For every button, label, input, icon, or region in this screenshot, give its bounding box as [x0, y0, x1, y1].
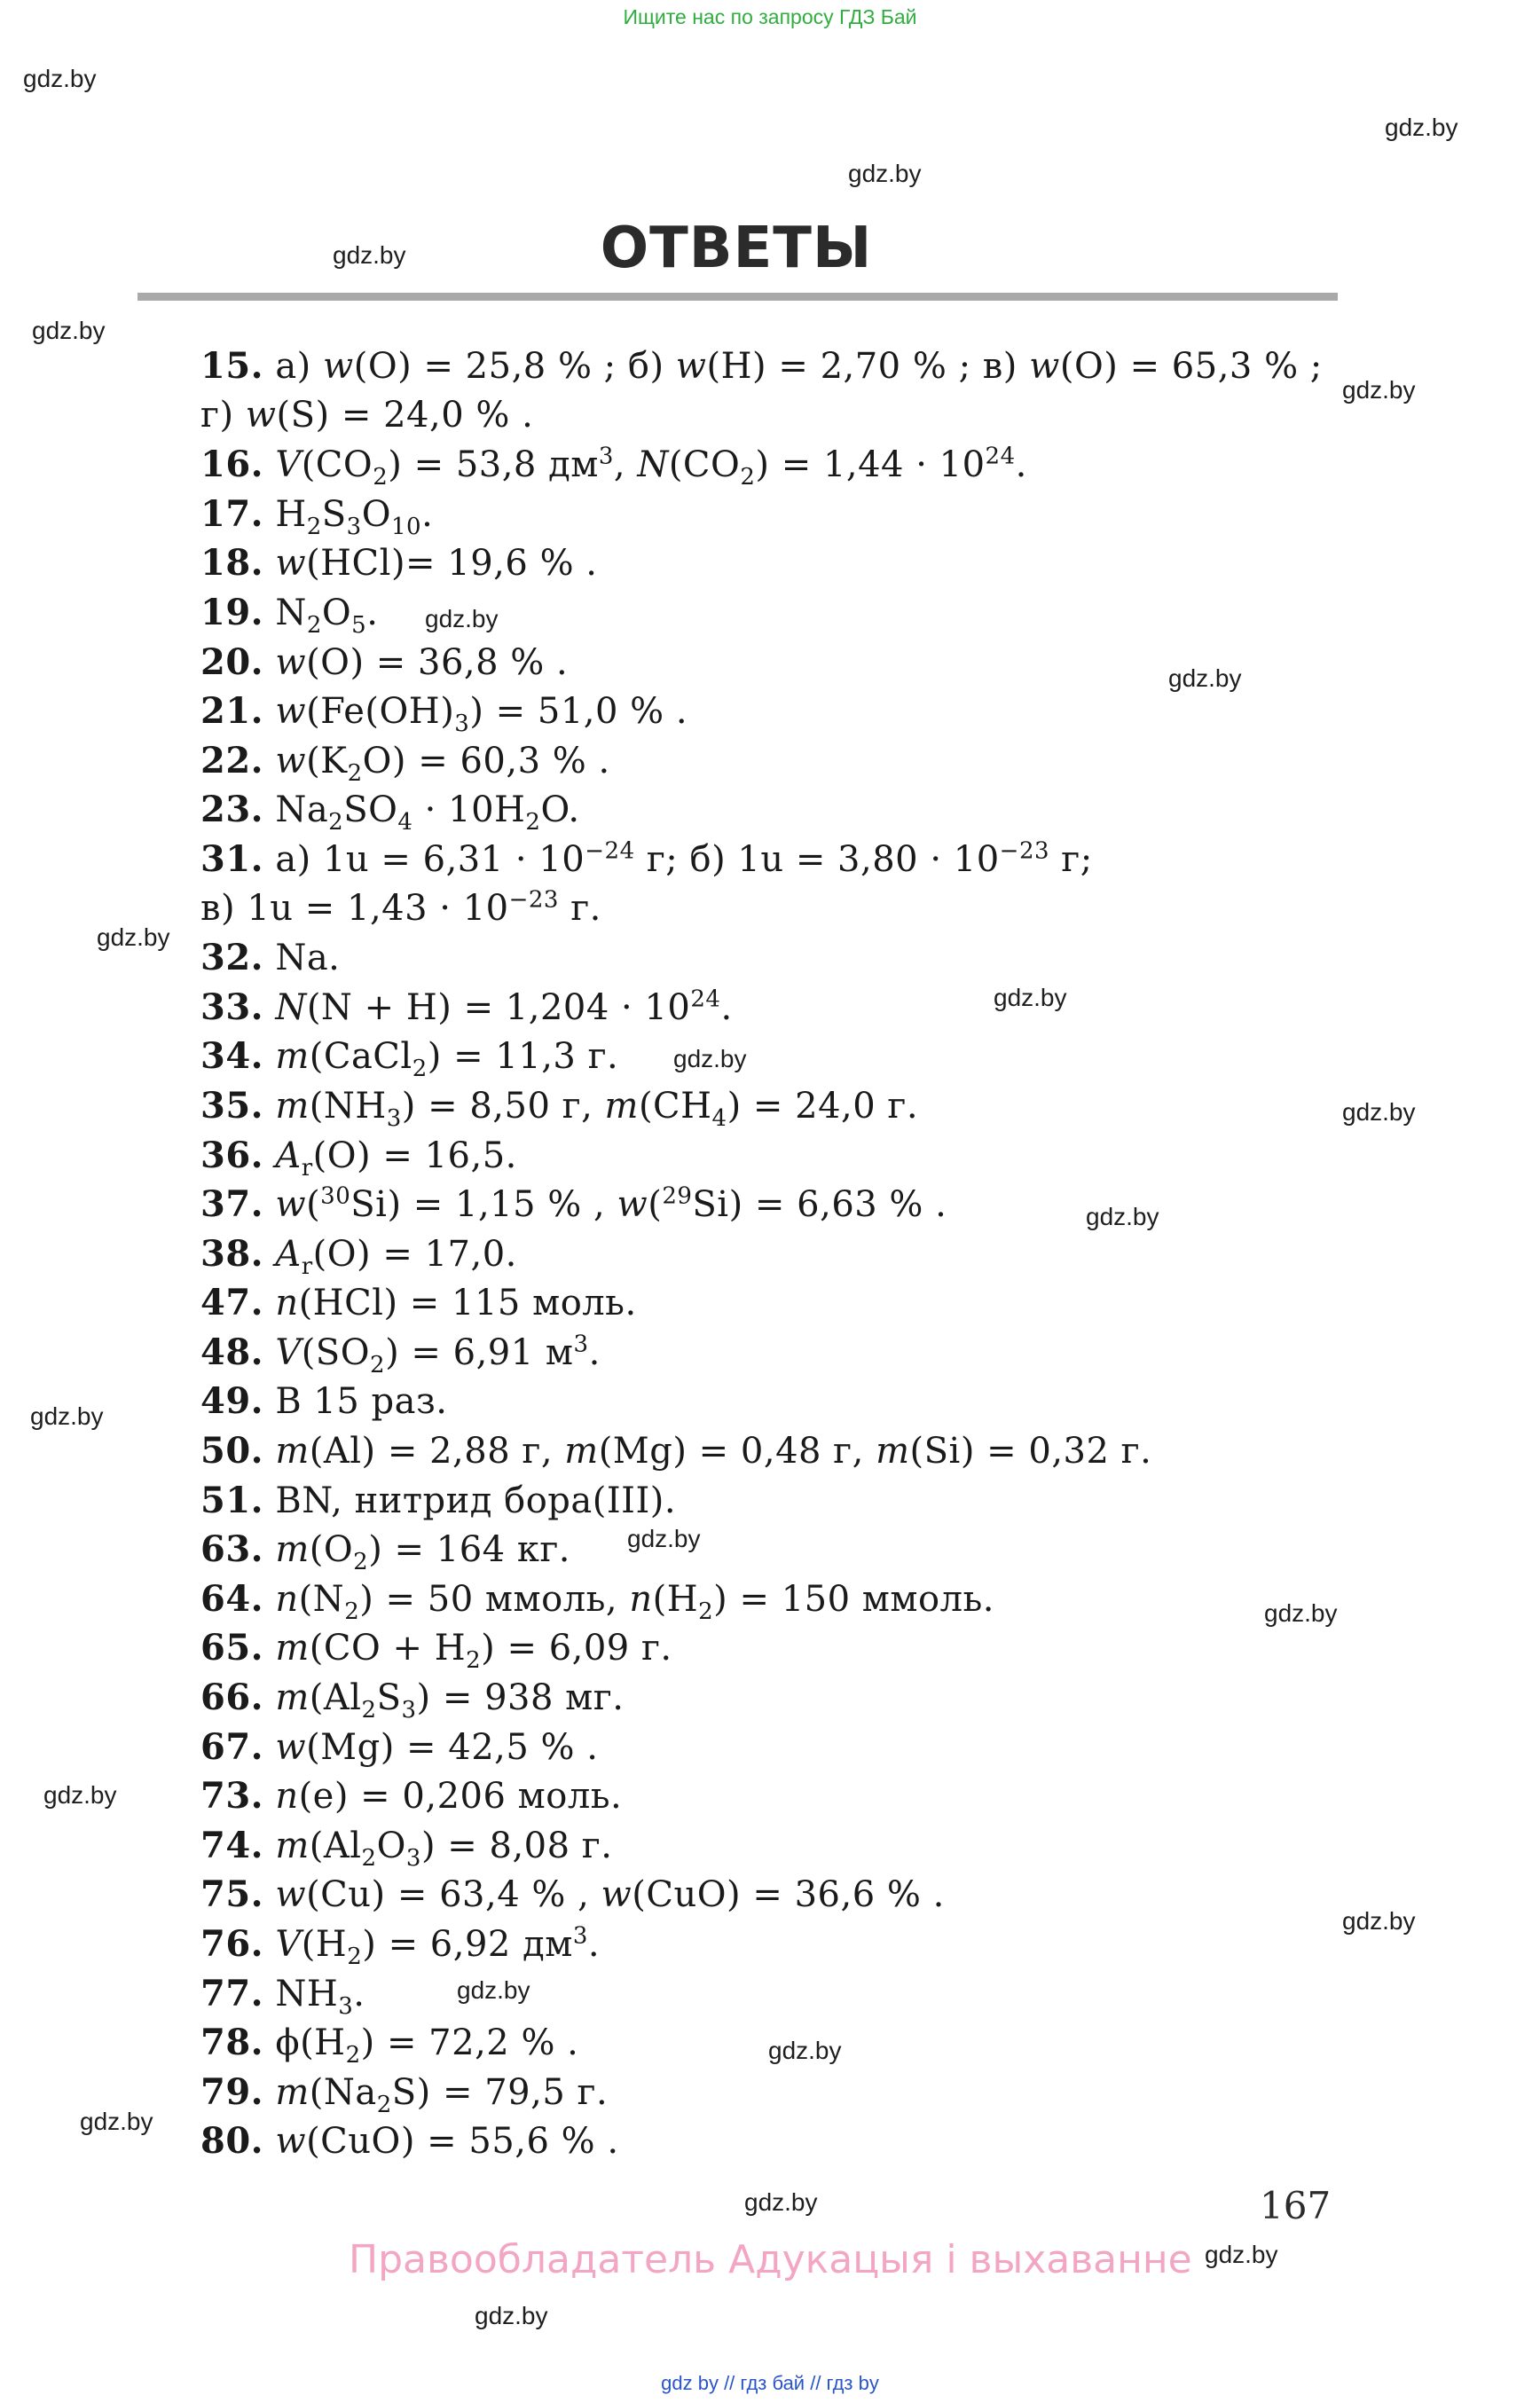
answer-line — [200, 1278, 1345, 1328]
answer-text: m(Al) = 2,88 г, m(Mg) = 0,48 г, m(Si) = 0,32 г. — [275, 1431, 1152, 1472]
answer-text: n(HCl) = 115 моль. — [275, 1283, 637, 1324]
page-number: 167 — [1260, 2184, 1332, 2227]
answer-number: 37. — [200, 1183, 264, 1226]
answer-number: 65. — [200, 1627, 264, 1669]
answer-number: 18. — [200, 542, 264, 585]
answer-number: 22. — [200, 739, 264, 781]
answer-number: 47. — [200, 1282, 264, 1324]
answer-line — [200, 1328, 1345, 1378]
answer-text: w($^{30}$Si) = 1,15 % , w($^{29}$Si) = 6,63 % . — [275, 1182, 947, 1226]
watermark: gdz.by — [43, 1781, 117, 1809]
answer-line — [200, 687, 1345, 736]
watermark: gdz.by — [333, 241, 406, 269]
answer-text: а) $1u = 6,31 \cdot 10^{-24}$ г; б) $1u = 3,80 \cdot 10^{-23}$ г; — [275, 837, 1093, 880]
title-divider — [138, 293, 1338, 301]
answer-number: 79. — [200, 2070, 264, 2113]
answer-line — [200, 835, 1345, 884]
answer-number: 73. — [200, 1775, 264, 1818]
answer-number: 75. — [200, 1873, 264, 1916]
answer-line — [200, 1623, 1345, 1673]
answer-line — [200, 2116, 1345, 2166]
answer-number: 38. — [200, 1232, 264, 1275]
answer-line — [200, 391, 1345, 441]
watermark: gdz.by — [30, 1402, 104, 1430]
watermark: gdz.by — [1086, 1203, 1159, 1230]
answer-line — [200, 1377, 1345, 1426]
watermark: gdz.by — [1342, 1907, 1416, 1935]
watermark: gdz.by — [1385, 114, 1458, 141]
answer-text: $N_2O_5$. — [275, 592, 379, 639]
answer-line — [200, 1081, 1345, 1131]
watermark: gdz.by — [1342, 1098, 1416, 1126]
answer-text: $m(NH_3) = 8,50$ г, $m(CH_4) = 24,0$ г. — [275, 1085, 919, 1132]
copyright-notice: Правообладатель Адукацыя і выхаванне — [349, 2237, 1192, 2282]
answer-number: 48. — [200, 1331, 264, 1373]
watermark: gdz.by — [80, 2108, 153, 2135]
answer-text: $n(N_2) = 50$ ммоль, $n(H_2) = 150$ ммоль. — [275, 1578, 994, 1625]
top-banner: Ищите нас по запросу ГДЗ Бай — [623, 5, 917, 28]
answer-text: в) $1u = 1,43 \cdot 10^{-23}$ г. — [200, 886, 601, 929]
answer-text: m(CaCl$_2$) = 11,3 г. — [275, 1036, 619, 1083]
answer-line — [200, 933, 1345, 983]
answer-text: w(Cu) = 63,4 % , w(CuO) = 36,6 % . — [275, 1874, 945, 1916]
answer-number: 64. — [200, 1577, 264, 1620]
answer-text: $NH_3$. — [275, 1973, 365, 2020]
answer-number: 67. — [200, 1725, 264, 1768]
answer-number: 74. — [200, 1824, 264, 1866]
answer-text: $V(CO_2) = 53,8$ $дм^3$, $N(CO_2) = 1,44 \cdot 10^{24}$. — [275, 443, 1027, 491]
answer-number: 50. — [200, 1430, 264, 1472]
watermark: gdz.by — [627, 1525, 701, 1552]
answer-line — [200, 2068, 1345, 2117]
watermark: gdz.by — [768, 2037, 842, 2064]
answer-text: w(CuO) = 55,6 % . — [275, 2121, 619, 2163]
answer-text: г) w(S) = 24,0 % . — [200, 394, 534, 436]
answer-text: $m(Al_2S_3) = 938$ мг. — [275, 1677, 625, 1724]
answer-text: $m(Al_2O_3) = 8,08$ г. — [275, 1825, 613, 1872]
answer-text: w(HCl)= 19,6 % . — [275, 543, 598, 585]
answer-line — [200, 1969, 1345, 2019]
answer-number: 20. — [200, 640, 264, 683]
answer-line — [200, 1575, 1345, 1624]
watermark: gdz.by — [23, 65, 97, 92]
answer-line — [200, 1673, 1345, 1723]
answer-text: а) w(O) = 25,8 % ; б) w(H) = 2,70 % ; в) w(O) = 65,3 % ; — [275, 346, 1323, 387]
answer-line — [200, 1870, 1345, 1920]
answer-number: 15. — [200, 345, 264, 387]
answer-number: 78. — [200, 2022, 264, 2064]
watermark: gdz.by — [475, 2302, 548, 2329]
watermark: gdz.by — [1168, 664, 1242, 692]
answer-line — [200, 1821, 1345, 1871]
watermark: gdz.by — [1342, 376, 1416, 404]
watermark: gdz.by — [457, 1976, 530, 2004]
watermark: gdz.by — [1205, 2241, 1278, 2268]
answer-number: 19. — [200, 591, 264, 633]
answer-number: 23. — [200, 789, 264, 831]
answer-line — [200, 1920, 1345, 1969]
watermark: gdz.by — [425, 605, 499, 632]
answer-number: 34. — [200, 1035, 264, 1078]
answer-number: 77. — [200, 1972, 264, 2014]
answer-number: 32. — [200, 937, 264, 979]
answer-number: 17. — [200, 492, 264, 535]
answer-text: $w(K_2O) = 60,3$ % . — [275, 740, 610, 787]
answer-line — [200, 1426, 1345, 1476]
answer-line — [200, 884, 1345, 934]
answer-text: $m(Na_2S) = 79,5$ г. — [275, 2071, 609, 2118]
answer-line — [200, 785, 1345, 835]
answer-line — [200, 1180, 1345, 1229]
answer-number: 76. — [200, 1923, 264, 1965]
answer-text: $w(Fe(OH)_3) = 51,0$ % . — [275, 691, 688, 738]
answer-line — [200, 983, 1345, 1033]
answer-line — [200, 1229, 1345, 1279]
watermark: gdz.by — [1264, 1599, 1338, 1627]
answer-number: 51. — [200, 1479, 264, 1521]
answer-text: $A_r(O) = 16,5$. — [275, 1135, 517, 1182]
answer-text: $m(CO + H_2) = 6,09$ г. — [275, 1628, 672, 1675]
answer-text: $V(H_2) = 6,92$ $дм^3$. — [275, 1922, 601, 1970]
answer-line — [200, 1771, 1345, 1821]
answer-line — [200, 1032, 1345, 1081]
answer-number: 35. — [200, 1084, 264, 1127]
answer-text: $H_2S_3O_{10}$. — [275, 493, 434, 540]
answer-text: $m(O_2) = 164$ кг. — [275, 1529, 570, 1576]
answer-text: В 15 раз. — [275, 1381, 448, 1423]
watermark: gdz.by — [32, 317, 106, 344]
answer-line — [200, 588, 1345, 638]
watermark: gdz.by — [848, 160, 922, 187]
watermark: gdz.by — [744, 2188, 818, 2216]
answer-line — [200, 1525, 1345, 1575]
footer-links: gdz by // гдз бай // гдз by — [661, 2372, 879, 2394]
watermark: gdz.by — [97, 923, 170, 951]
answer-line — [200, 1476, 1345, 1526]
answer-text: BN, нитрид бора(III). — [275, 1480, 677, 1521]
answer-line — [200, 342, 1345, 391]
watermark: gdz.by — [673, 1045, 747, 1072]
answer-text: $\phi(H_2) = 72,2$ % . — [275, 2022, 579, 2069]
answer-text: Na. — [275, 938, 341, 979]
answer-text: $A_r(O) = 17,0$. — [275, 1233, 517, 1280]
answer-line — [200, 1131, 1345, 1181]
answer-text: $Na_2SO_4 \cdot 10H_2O$. — [275, 789, 580, 836]
answer-text: n(e) = 0,206 моль. — [275, 1776, 623, 1818]
page-title: ОТВЕТЫ — [600, 216, 873, 281]
answer-number: 36. — [200, 1134, 264, 1176]
answer-number: 66. — [200, 1677, 264, 1719]
answer-number: 49. — [200, 1380, 264, 1423]
answer-number: 16. — [200, 444, 264, 486]
answers-list — [200, 342, 1345, 2166]
answer-number: 80. — [200, 2120, 264, 2163]
answer-number: 33. — [200, 986, 264, 1028]
answer-number: 31. — [200, 837, 264, 880]
answer-text: w(Mg) = 42,5 % . — [275, 1726, 599, 1768]
answer-line — [200, 1723, 1345, 1772]
answer-number: 63. — [200, 1528, 264, 1571]
watermark: gdz.by — [994, 984, 1067, 1011]
answer-line — [200, 440, 1345, 490]
answer-number: 21. — [200, 690, 264, 733]
answer-text: w(O) = 36,8 % . — [275, 641, 569, 683]
answer-line — [200, 490, 1345, 539]
answer-text: $N(N + H) = 1,204 \cdot 10^{24}$. — [275, 986, 733, 1028]
answer-text: $V(SO_2) = 6,91$ $м^3$. — [275, 1331, 601, 1378]
answer-line — [200, 736, 1345, 786]
answer-line — [200, 538, 1345, 588]
